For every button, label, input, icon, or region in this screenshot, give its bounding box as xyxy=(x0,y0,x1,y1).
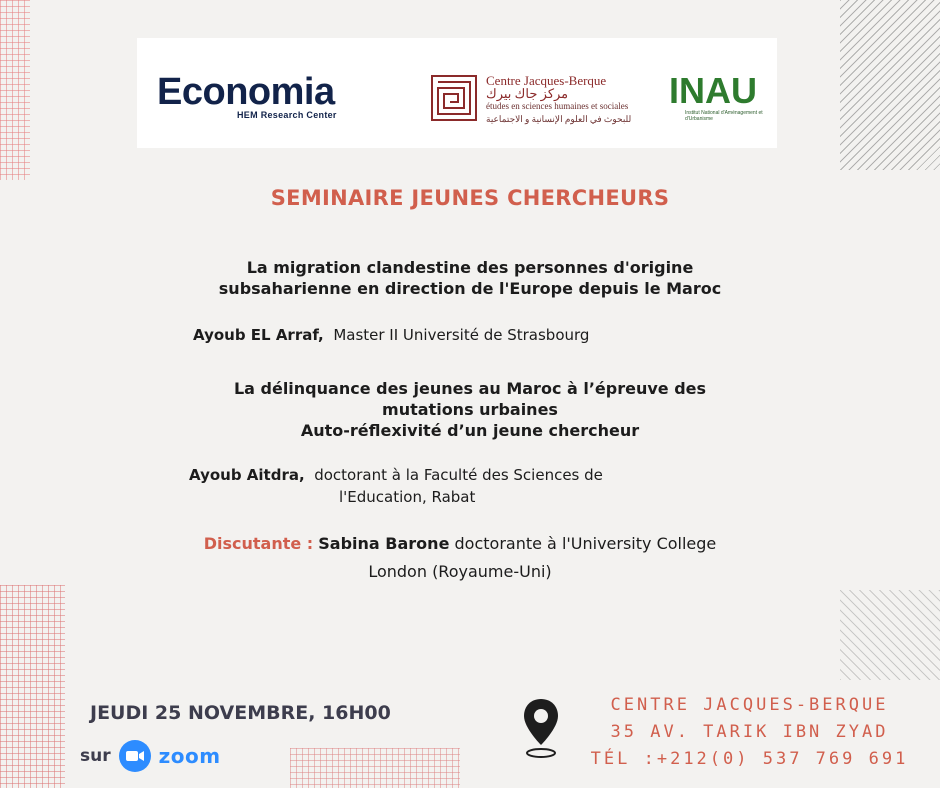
talk-1-title-line-1: La migration clandestine des personnes d'origine xyxy=(246,258,694,277)
cjb-subtitle-arabic: للبحوث في العلوم الإنسانية و الاجتماعية xyxy=(486,114,632,124)
economia-logo xyxy=(157,72,337,120)
discussant-label: Discutante : xyxy=(203,534,314,553)
discussant xyxy=(150,530,770,586)
talk-2-title-line-3: Auto-réflexivité d’un jeune chercheur xyxy=(300,421,640,440)
talk-1-title-line-2: subsaharienne en direction de l'Europe depuis le Maroc xyxy=(218,279,722,298)
talk-2-title-line-2: mutations urbaines xyxy=(382,400,558,419)
decor-grid-bottom-left xyxy=(0,585,65,788)
platform-prefix: sur xyxy=(80,746,111,766)
event-date: JEUDI 25 NOVEMBRE, 16H00 xyxy=(90,702,391,724)
cjb-name: Centre Jacques-Berque xyxy=(486,73,607,88)
inau-logo xyxy=(669,72,765,122)
talk-2-title xyxy=(130,378,810,441)
inau-logo-text: INAU xyxy=(669,70,757,111)
cjb-logo xyxy=(430,74,631,126)
page-title: SEMINAIRE JEUNES CHERCHEURS xyxy=(270,186,670,210)
platform xyxy=(80,740,221,772)
decor-hatch-top-right xyxy=(840,0,940,170)
economia-logo-text: Economia xyxy=(157,71,335,113)
speaker-2-name: Ayoub Aitdra, xyxy=(189,466,305,484)
talk-2-speaker xyxy=(189,464,749,508)
talk-1-title xyxy=(130,257,810,299)
decor-hatch-right xyxy=(840,590,940,680)
cjb-subtitle: études en sciences humaines et sociales xyxy=(486,101,629,111)
decor-grid-bottom-center xyxy=(290,748,460,788)
logo-band xyxy=(137,38,777,148)
location-pin-icon xyxy=(522,697,560,759)
talk-1-speaker xyxy=(193,324,589,346)
zoom-icon xyxy=(119,740,151,772)
address-line-1: CENTRE JACQUES-BERQUE xyxy=(610,695,889,715)
talk-2-title-line-1: La délinquance des jeunes au Maroc à l’épreuve des xyxy=(233,379,707,398)
address-line-3: TÉL :+212(0) 537 769 691 xyxy=(590,749,909,769)
discussant-affiliation-line-1: doctorante à l'University College xyxy=(454,534,717,553)
discussant-affiliation-line-2: London (Royaume-Uni) xyxy=(368,562,552,581)
discussant-name: Sabina Barone xyxy=(318,534,450,553)
cjb-name-arabic: مركز جاك بيرك xyxy=(486,86,569,101)
platform-name: zoom xyxy=(158,744,221,768)
speaker-2-affiliation-line-2: l'Education, Rabat xyxy=(339,488,476,506)
inau-logo-sub: Institut National d'Aménagement et d'Urbanisme xyxy=(685,110,763,122)
address-line-2: 35 AV. TARIK IBN ZYAD xyxy=(610,722,889,742)
speaker-1-affiliation: Master II Université de Strasbourg xyxy=(333,326,590,344)
economia-logo-sub: HEM Research Center xyxy=(237,110,337,120)
address-block xyxy=(572,692,927,773)
speaker-1-name: Ayoub EL Arraf, xyxy=(193,326,324,344)
decor-grid-top-left xyxy=(0,0,30,180)
cjb-maze-icon xyxy=(430,74,478,122)
speaker-2-affiliation-line-1: doctorant à la Faculté des Sciences de xyxy=(314,466,603,484)
